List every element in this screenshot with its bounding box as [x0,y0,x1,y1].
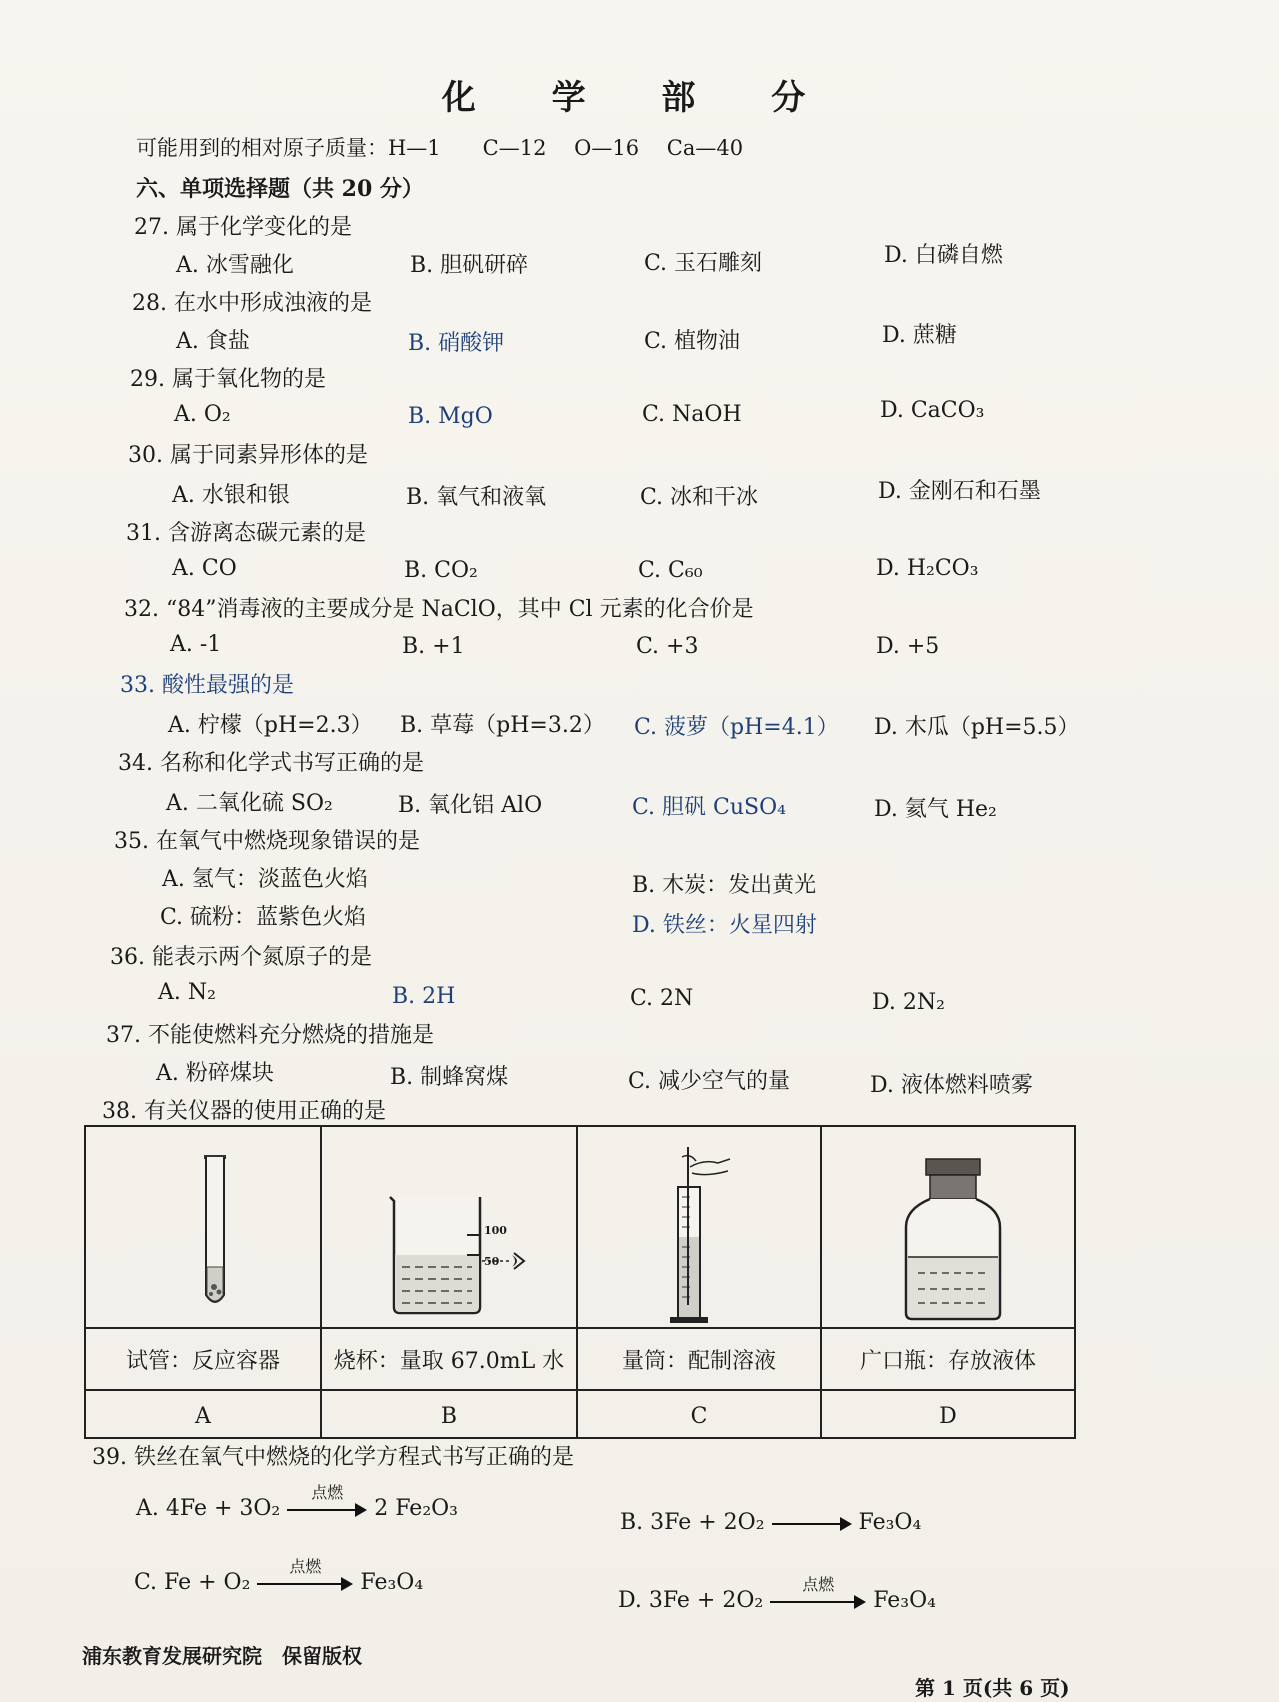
q29-option-a: A. O₂ [174,402,231,427]
q32-option-a: A. -1 [170,632,222,657]
q38-apparatus-table [84,1125,1076,1439]
question-34: 34. 名称和化学式书写正确的是 [118,751,424,776]
q34-option-a: A. 二氧化硫 SO₂ [166,791,333,816]
question-31: 31. 含游离态碳元素的是 [126,521,366,546]
q35-option-d: D. 铁丝：火星四射 [632,913,817,938]
q32-option-b: B. +1 [402,634,465,659]
q38-cell-b [322,1127,578,1437]
q38-caption-d: 广口瓶：存放液体 [822,1327,1074,1389]
q31-option-d: D. H₂CO₃ [876,556,979,581]
q27-option-b: B. 胆矾研碎 [410,253,529,278]
q39-a-product: 2 Fe₂O₃ [374,1496,458,1521]
q31-option-a: A. CO [172,556,237,581]
q39-option-b [620,1510,921,1535]
q30-option-c: C. 冰和干冰 [640,485,759,510]
q32-option-c: C. +3 [636,634,699,659]
beaker-icon [322,1127,576,1327]
reaction-arrow-icon [770,1575,866,1612]
atomic-masses: 可能用到的相对原子质量：H—1 C—12 O—16 Ca—40 [136,136,744,160]
beaker-mark-50: 50 [484,1255,500,1268]
q33-option-c: C. 菠萝（pH=4.1） [634,715,839,740]
q38-letter-b: B [322,1389,576,1441]
q38-cell-c [578,1127,822,1437]
q39-b-label: B. [620,1510,644,1535]
footer-page-number: 第 1 页(共 6 页) [915,1676,1070,1700]
q36-option-b: B. 2H [392,984,456,1009]
q39-d-condition: 点燃 [802,1575,835,1594]
q34-option-c: C. 胆矾 CuSO₄ [632,795,786,820]
q39-c-product: Fe₃O₄ [360,1570,424,1595]
q39-c-label: C. [134,1570,158,1595]
q27-option-d: D. 白磷自燃 [884,243,1003,268]
q36-option-d: D. 2N₂ [872,990,945,1015]
q30-option-a: A. 水银和银 [172,483,290,508]
q27-option-a: A. 冰雪融化 [176,253,294,278]
q39-d-label: D. [618,1588,642,1613]
q38-cell-a [86,1127,322,1437]
question-32: 32. “84”消毒液的主要成分是 NaClO，其中 Cl 元素的化合价是 [124,597,754,622]
q39-a-reactants: 4Fe + 3O₂ [165,1496,281,1521]
q29-option-d: D. CaCO₃ [880,398,985,423]
q35-option-c: C. 硫粉：蓝紫色火焰 [160,905,367,930]
q34-option-d: D. 氦气 He₂ [874,797,997,822]
beaker-mark-100: 100 [484,1224,507,1237]
question-27: 27. 属于化学变化的是 [134,215,352,240]
q39-option-c [134,1557,424,1595]
page-title: 化 学 部 分 [441,78,838,118]
question-38: 38. 有关仪器的使用正确的是 [102,1099,386,1124]
section-heading: 六、单项选择题（共 20 分） [136,176,424,202]
q35-option-a: A. 氢气：淡蓝色火焰 [162,867,368,892]
wide-mouth-bottle-icon [822,1127,1074,1327]
question-33: 33. 酸性最强的是 [120,673,294,698]
question-36: 36. 能表示两个氮原子的是 [110,945,372,970]
q28-option-a: A. 食盐 [176,329,250,354]
q38-letter-d: D [822,1389,1074,1441]
q36-option-a: A. N₂ [158,980,216,1005]
q38-letter-a: A [86,1389,320,1441]
q28-option-c: C. 植物油 [644,329,741,354]
q33-option-d: D. 木瓜（pH=5.5） [874,715,1080,740]
question-30: 30. 属于同素异形体的是 [128,443,368,468]
q29-option-b: B. MgO [408,404,493,429]
q33-option-b: B. 草莓（pH=3.2） [400,713,605,738]
question-29: 29. 属于氧化物的是 [130,367,326,392]
q39-b-product: Fe₃O₄ [858,1510,922,1535]
q37-option-b: B. 制蜂窝煤 [390,1065,509,1090]
q39-c-reactants: Fe + O₂ [164,1570,251,1595]
q31-option-b: B. CO₂ [404,558,478,583]
q37-option-a: A. 粉碎煤块 [156,1061,274,1086]
q35-option-b: B. 木炭：发出黄光 [632,873,817,898]
reaction-arrow-icon [257,1557,353,1594]
q37-option-c: C. 减少空气的量 [628,1069,791,1094]
q39-b-reactants: 3Fe + 2O₂ [650,1510,765,1535]
reaction-arrow-icon [287,1483,367,1520]
q39-option-d [618,1575,936,1613]
question-39: 39. 铁丝在氧气中燃烧的化学方程式书写正确的是 [92,1445,574,1470]
q31-option-c: C. C₆₀ [638,558,703,583]
q33-option-a: A. 柠檬（pH=2.3） [168,713,373,738]
question-28: 28. 在水中形成浊液的是 [132,291,372,316]
q39-d-product: Fe₃O₄ [873,1588,936,1613]
q38-cell-d [822,1127,1074,1437]
q38-letter-c: C [578,1389,820,1441]
q38-caption-a: 试管：反应容器 [86,1327,320,1389]
question-35: 35. 在氧气中燃烧现象错误的是 [114,829,420,854]
q39-option-a [136,1483,458,1521]
reaction-arrow-icon [772,1512,852,1534]
q28-option-d: D. 蔗糖 [882,323,957,348]
q38-caption-b: 烧杯：量取 67.0mL 水 [322,1327,576,1389]
q29-option-c: C. NaOH [642,402,742,427]
q30-option-d: D. 金刚石和石墨 [878,479,1041,504]
question-37: 37. 不能使燃料充分燃烧的措施是 [106,1023,434,1048]
q36-option-c: C. 2N [630,986,694,1011]
q39-c-condition: 点燃 [289,1557,322,1576]
test-tube-icon [86,1127,320,1327]
q30-option-b: B. 氧气和液氧 [406,485,547,510]
q34-option-b: B. 氧化铝 AlO [398,793,543,818]
footer-copyright: 浦东教育发展研究院 保留版权 [82,1644,362,1668]
q28-option-b: B. 硝酸钾 [408,331,505,356]
q39-a-label: A. [136,1496,159,1521]
q27-option-c: C. 玉石雕刻 [644,251,763,276]
q39-d-reactants: 3Fe + 2O₂ [648,1588,764,1613]
q39-a-condition: 点燃 [311,1483,344,1502]
q37-option-d: D. 液体燃料喷雾 [870,1073,1033,1098]
q32-option-d: D. +5 [876,634,940,659]
q38-caption-c: 量筒：配制溶液 [578,1327,820,1389]
graduated-cylinder-icon [578,1127,820,1327]
